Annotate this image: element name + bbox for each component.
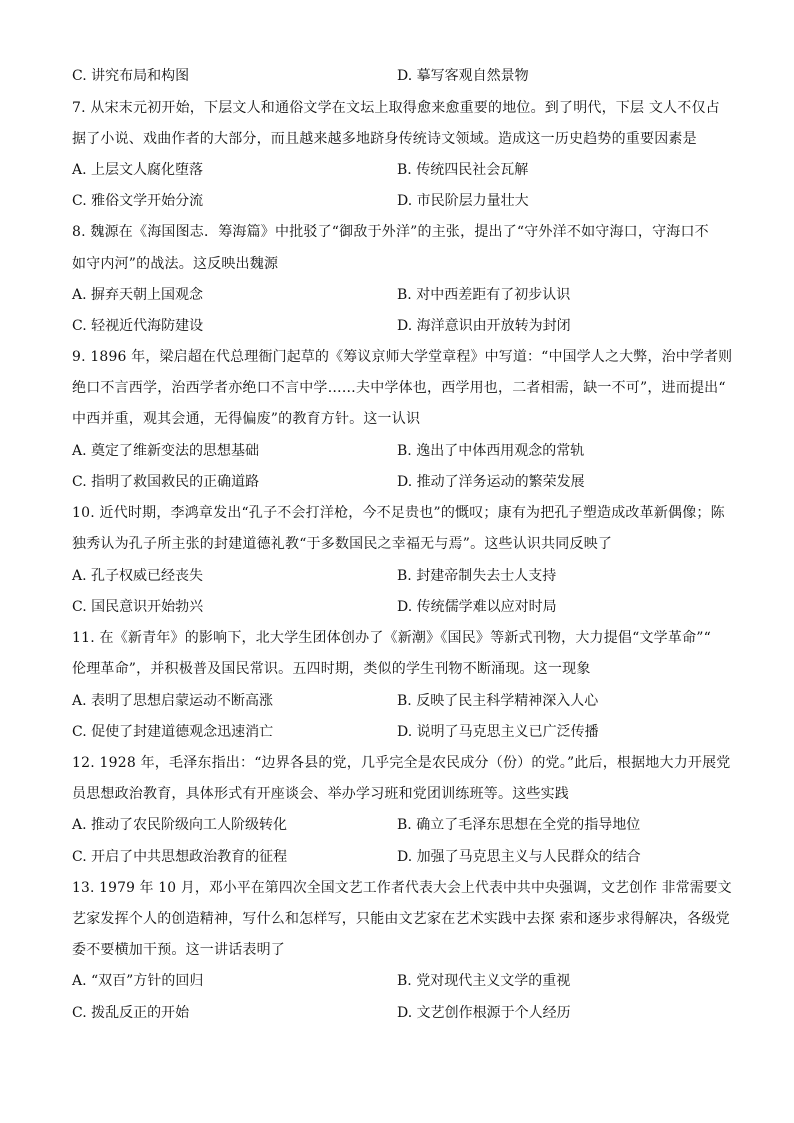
q12-option-b: B. 确立了毛泽东思想在全党的指导地位: [397, 817, 641, 833]
q12-option-c: C. 开启了中共思想政治教育的征程: [72, 849, 288, 865]
q8-option-c: C. 轻视近代海防建设: [72, 318, 204, 334]
q13-stem-line-1: 13. 1979 年 10 月，邓小平在第四次全国文艺工作者代表大会上代表中共中央强调，文艺创作 非常需要文: [72, 880, 732, 896]
q13-option-c: C. 拨乱反正的开始: [72, 1005, 190, 1021]
q13-stem-line-2: 艺家发挥个人的创造精神，写什么和怎样写，只能由文艺家在艺术实践中去探 索和逐步求得解决，各级党: [72, 911, 730, 927]
q10-option-a: A. 孔子权威已经丧失: [72, 568, 204, 584]
q11-option-c: C. 促使了封建道德观念迅速消亡: [72, 724, 274, 740]
q8-option-b: B. 对中西差距有了初步认识: [397, 287, 571, 303]
q8-stem-line-2: 如守内河”的战法。这反映出魏源: [72, 256, 279, 272]
q9-option-d: D. 推动了洋务运动的繁荣发展: [397, 474, 585, 490]
q11-stem-line-2: 伦理革命”，并积极普及国民常识。五四时期，类似的学生刊物不断涌现。这一现象: [72, 661, 591, 677]
q10-option-c: C. 国民意识开始勃兴: [72, 599, 204, 615]
q12-stem-line-2: 员思想政治教育，具体形式有开座谈会、举办学习班和党团训练班等。这些实践: [72, 786, 569, 802]
q7-option-d: D. 市民阶层力量壮大: [397, 193, 529, 209]
q13-stem-line-3: 委不要横加干预。这一讲话表明了: [72, 942, 285, 958]
q10-option-d: D. 传统儒学难以应对时局: [397, 599, 557, 615]
q13-option-a: A. “双百”方针的回归: [72, 973, 204, 989]
q6-option-d: D. 摹写客观自然景物: [397, 68, 529, 84]
q6-option-c: C. 讲究布局和构图: [72, 68, 190, 84]
q9-option-b: B. 逸出了中体西用观念的常轨: [397, 443, 585, 459]
q7-stem-line-1: 7. 从宋末元初开始，下层文人和通俗文学在文坛上取得愈来愈重要的地位。到了明代，下层 文人不仅占: [72, 100, 720, 116]
q7-option-a: A. 上层文人腐化堕落: [72, 162, 204, 178]
q12-option-d: D. 加强了马克思主义与人民群众的结合: [397, 849, 641, 865]
q10-option-b: B. 封建帝制失去士人支持: [397, 568, 557, 584]
q9-option-a: A. 奠定了维新变法的思想基础: [72, 443, 260, 459]
q11-option-d: D. 说明了马克思主义已广泛传播: [397, 724, 599, 740]
q8-option-d: D. 海洋意识由开放转为封闭: [397, 318, 571, 334]
q13-option-b: B. 党对现代主义文学的重视: [397, 973, 571, 989]
q8-stem-line-1: 8. 魏源在《海国图志．筹海篇》中批驳了“御敌于外洋”的主张，提出了“守外洋不如守海口，守海口不: [72, 224, 709, 240]
q9-stem-line-1: 9. 1896 年，梁启超在代总理衙门起草的《筹议京师大学堂章程》中写道：“中国学人之大弊，治中学者则: [72, 349, 733, 365]
q11-option-b: B. 反映了民主科学精神深入人心: [397, 693, 599, 709]
q7-stem-line-2: 据了小说、戏曲作者的大部分，而且越来越多地跻身传统诗文领域。造成这一历史趋势的重要因素是: [72, 131, 697, 147]
q9-stem-line-3: 中西并重，观其会通，无得偏废”的教育方针。这一认识: [72, 411, 421, 427]
q12-stem-line-1: 12. 1928 年，毛泽东指出：“边界各县的党，几乎完全是农民成分（份）的党。”此后，根据地大力开展党: [72, 755, 731, 771]
q9-stem-line-2: 绝口不言西学，治西学者亦绝口不言中学……夫中学体也，西学用也，二者相需，缺一不可”，进而提出“: [72, 380, 726, 396]
q13-option-d: D. 文艺创作根源于个人经历: [397, 1005, 571, 1021]
q7-option-c: C. 雅俗文学开始分流: [72, 193, 204, 209]
q10-stem-line-2: 独秀认为孔子所主张的封建道德礼教“于多数国民之幸福无与焉”。这些认识共同反映了: [72, 536, 613, 552]
q10-stem-line-1: 10. 近代时期，李鸿章发出“孔子不会打洋枪，今不足贵也”的慨叹；康有为把孔子塑造成改革新偶像；陈: [72, 505, 725, 521]
q11-stem-line-1: 11. 在《新青年》的影响下，北大学生团体创办了《新潮》《国民》等新式刊物，大力提倡“文学革命”“: [72, 630, 711, 646]
q11-option-a: A. 表明了思想启蒙运动不断高涨: [72, 693, 274, 709]
q12-option-a: A. 推动了农民阶级向工人阶级转化: [72, 817, 288, 833]
q7-option-b: B. 传统四民社会瓦解: [397, 162, 529, 178]
q9-option-c: C. 指明了救国救民的正确道路: [72, 474, 260, 490]
q8-option-a: A. 摒弃天朝上国观念: [72, 287, 204, 303]
